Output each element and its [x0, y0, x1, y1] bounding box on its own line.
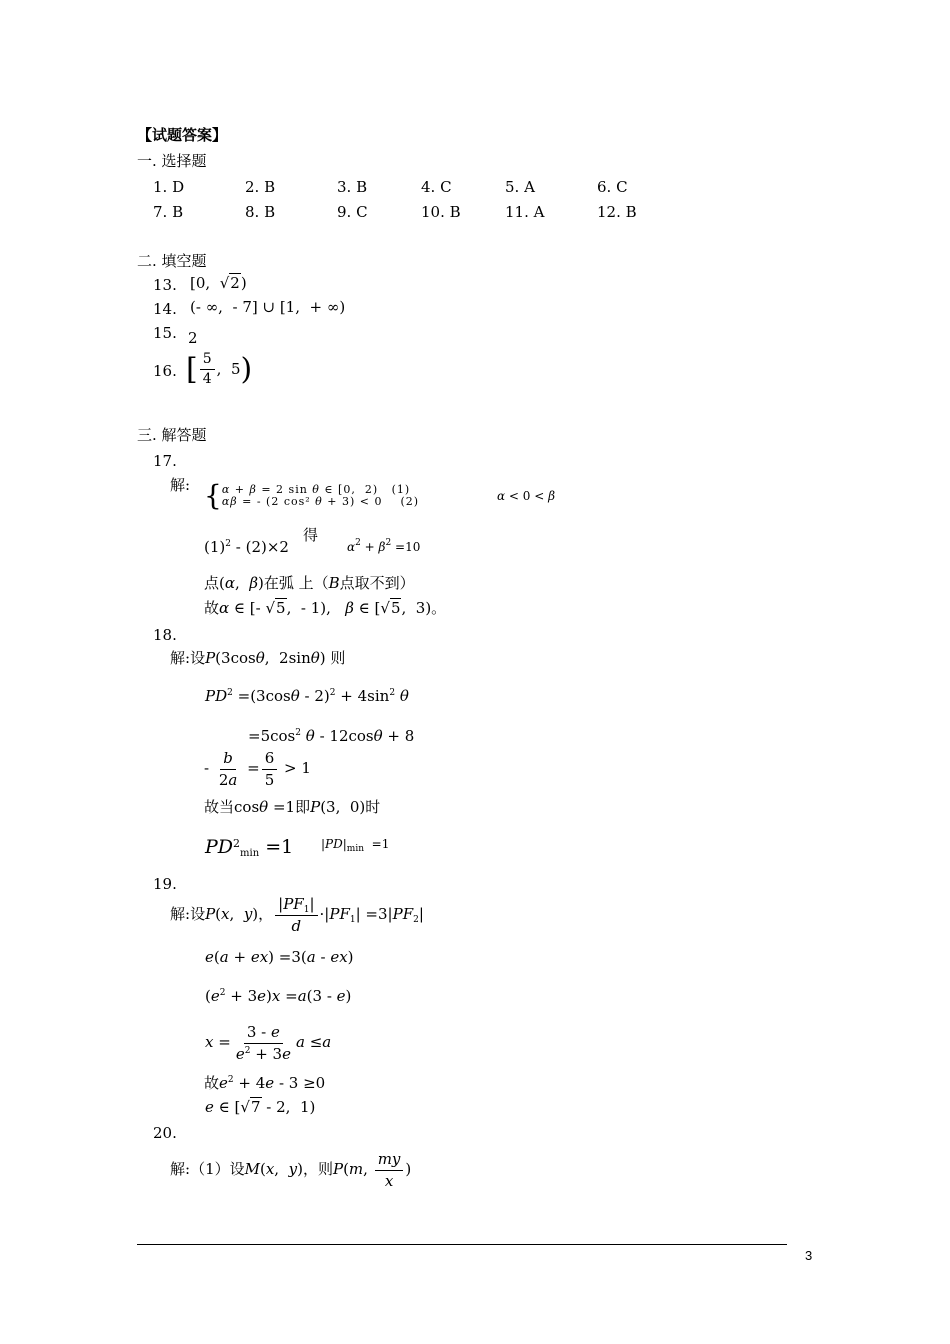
choice-answer: 7. B [153, 203, 184, 221]
choice-answer: 2. B [245, 178, 276, 196]
answer-title: 【试题答案】 [137, 126, 228, 144]
choice-answer: 11. A [505, 203, 545, 221]
q17-step1: $(1)^2 - (2)\times 2$ [204, 538, 289, 556]
q18-pd-min-squared: $PD^2_{min} =1$ [205, 836, 294, 859]
page-number: 3 [805, 1248, 813, 1263]
q18-pd-squared: $PD^2 =(3\cos\theta - 2)^2 + 4\sin^2$ θ [205, 687, 409, 705]
q17-system-formula: {α + β = 2 sin θ ∈ [0, 2) (1) αβ = - (2 cos² θ + 3) < 0 (2) [204, 479, 420, 512]
answer-13-formula: [0, √2) [190, 274, 247, 292]
question-number-15: 15. [153, 324, 177, 342]
footer-divider [137, 1244, 787, 1245]
q19-ineq: 故$e^2 + 4e - 3 \ge 0$ [204, 1074, 326, 1092]
q17-point-line: 点(α, β)在弧 上（B点取不到） [204, 574, 415, 592]
q17-de-char: 得 [303, 526, 319, 544]
choice-answer: 8. B [245, 203, 276, 221]
q18-line1: 解:设P(3cosθ, 2sinθ) 则 [170, 649, 346, 667]
question-number-16: 16. [153, 362, 177, 380]
q18-pd-min: $|PD|_{min} =1$ [321, 837, 390, 854]
q19-line1: 解:设P(x, y)， $\frac{|PF_1|}{d}$ $\cdot|PF_1| =3|PF_2|$ [170, 895, 424, 935]
q19-eq1: e(a + ex) =3(a - ex) [205, 948, 354, 966]
choice-answer: 9. C [337, 203, 368, 221]
q19-eq2: $(e^2 + 3e)x =a(3 - e)$ [205, 987, 352, 1005]
choice-answer: 6. C [597, 178, 628, 196]
q17-alpha-beta-ineq: α < 0 < β [497, 489, 556, 503]
question-number-13: 13. [153, 276, 177, 294]
choice-answer: 3. B [337, 178, 368, 196]
answer-14-formula: (- ∞, - 7] ∪ [1, + ∞) [190, 298, 346, 316]
choice-answer: 12. B [597, 203, 637, 221]
q18-vertex-ineq: - $\frac{b}{2a}$ = $\frac{6}{5}$ > 1 [204, 749, 311, 789]
answer-15-value: 2 [188, 329, 198, 347]
choice-answer: 1. D [153, 178, 185, 196]
answer-16-formula: [ $\frac{5}{4}$ , 5) [186, 351, 253, 388]
section1-heading: 一. 选择题 [137, 152, 207, 170]
question-number-14: 14. [153, 300, 177, 318]
q19-eq3: x = $\frac{3 - e}{e^2 + 3e}$ a ≤a [205, 1023, 332, 1063]
q17-conclusion: 故α ∈ [- √5, - 1), β ∈ [√5, 3)。 [204, 599, 447, 617]
solution-label: 解: [170, 476, 191, 494]
q17-circle-eq: $\alpha^2 + \beta^2 =10$ [347, 538, 421, 554]
q20-line1: 解:（1）设M(x, y)，则P(m, $\frac{my}{x}$ ) [170, 1150, 412, 1190]
section2-heading: 二. 填空题 [137, 252, 207, 270]
question-number-17: 17. [153, 452, 177, 470]
question-number-20: 20. [153, 1124, 177, 1142]
question-number-19: 19. [153, 875, 177, 893]
q18-pd-expanded: $=5\cos^2$ θ - 12cosθ + 8 [248, 727, 415, 745]
q18-when-line: 故当cosθ =1即P(3, 0)时 [204, 798, 381, 816]
q19-range: e ∈ [√7 - 2, 1) [205, 1098, 316, 1116]
choice-answer: 4. C [421, 178, 452, 196]
choice-answer: 10. B [421, 203, 461, 221]
choice-answer: 5. A [505, 178, 535, 196]
question-number-18: 18. [153, 626, 177, 644]
section3-heading: 三. 解答题 [137, 426, 207, 444]
